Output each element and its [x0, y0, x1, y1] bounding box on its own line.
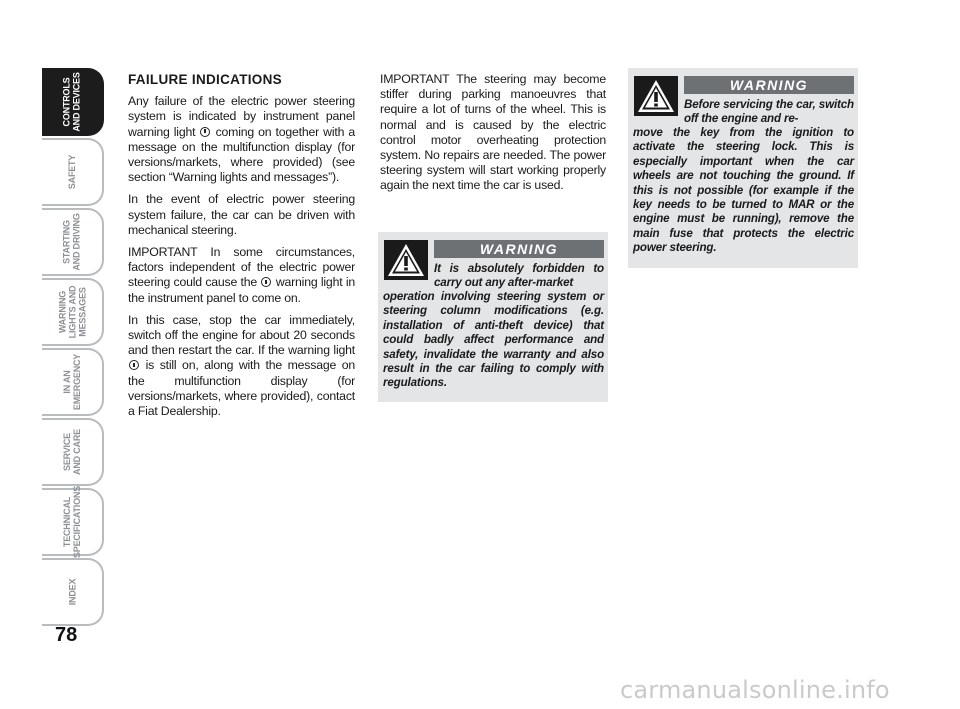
tab-label: SAFETY — [67, 154, 77, 190]
warning-triangle-icon — [384, 240, 428, 280]
tab-label: SERVICE AND CARE — [62, 429, 82, 475]
warning-text: Before servicing the car, switch off the engine and re- — [684, 98, 854, 126]
tab-index[interactable] — [42, 558, 104, 626]
steering-warning-icon — [200, 127, 210, 137]
paragraph-text: In this case, stop the car immediately, switch off the engine for about 20 seconds and then restart the car. If the warning light — [128, 312, 355, 358]
paragraph-text: Any failure of the electric power steering system is indicated by instrument panel warning light — [128, 94, 355, 139]
paragraph: In the event of electric power steering system failure, the car can be driven with mechanical steering. — [128, 192, 355, 237]
tab-label: STARTING AND DRIVING — [62, 213, 82, 271]
warning-text: move the key from the ignition to activate the steering lock. This is especially important when the car wheels are not touching the ground. If this is not possible (for example if the key needs to be turned to MAR or the engine must be running), remove the main fuse that protects the electric power steering. — [633, 126, 854, 255]
paragraph-text: IMPORTANT In some circumstances, factors independent of the electric power steering could cause the — [128, 245, 355, 290]
steering-warning-icon — [129, 360, 139, 370]
warning-text: operation involving steering system or steering column modifications (e.g. installation of anti-theft device) that could badly affect performance and safety, invalidate the warranty and also result in the car failing to comply with regulations. — [383, 290, 604, 390]
warning-title-bar: WARNING — [684, 76, 854, 94]
tab-warning-lights-and-messages[interactable] — [42, 278, 104, 346]
important-note-column — [380, 72, 606, 201]
section-heading: FAILURE INDICATIONS — [128, 72, 282, 87]
steering-warning-icon — [261, 277, 271, 287]
tab-label: IN AN EMERGENCY — [62, 353, 82, 411]
tab-label: INDEX — [66, 578, 77, 606]
tab-technical-specifications[interactable] — [42, 485, 104, 559]
page-number: 78 — [55, 624, 78, 646]
tab-label: CONTROLS AND DEVICES — [62, 72, 82, 132]
tab-starting-and-driving[interactable] — [42, 208, 104, 276]
paragraph-text: is still on, along with the message on the multifunction display (for versions/markets, where provided), contact a Fiat Dealership. — [128, 358, 355, 419]
paragraph — [128, 94, 355, 185]
paragraph — [128, 245, 355, 306]
tab-controls-and-devices[interactable] — [42, 68, 104, 136]
warning-box-servicing — [628, 68, 858, 268]
paragraph: IMPORTANT The steering may become stiffer during parking manoeuvres that require a lot of turns of the wheel. This is normal and is caused by the electric control motor overheating protection system. No repairs are needed. The power steering system will start working properly again the next time the car is used. — [380, 72, 606, 193]
warning-title-bar: WARNING — [434, 240, 604, 258]
tab-in-an-emergency[interactable] — [42, 348, 104, 416]
paragraph — [128, 313, 355, 419]
tab-label: WARNING LIGHTS AND MESSAGES — [56, 285, 87, 339]
failure-indications-column — [128, 72, 355, 426]
warning-triangle-icon — [634, 76, 678, 116]
warning-box-steering-modifications — [378, 232, 608, 402]
watermark: carmanualsonline.info — [620, 676, 890, 704]
paragraph-text: warning light in the instrument panel to come on. — [128, 275, 355, 305]
tab-label: TECHNICAL SPECIFICATIONS — [62, 485, 83, 559]
tab-safety[interactable] — [42, 138, 104, 206]
paragraph-text: coming on together with a message on the multifunction display (for versions/markets, where provided) (see section “Warning lights and messages”). — [128, 124, 355, 185]
warning-text: It is absolutely forbidden to carry out any after-market — [434, 262, 604, 290]
tab-service-and-care[interactable] — [42, 418, 104, 486]
